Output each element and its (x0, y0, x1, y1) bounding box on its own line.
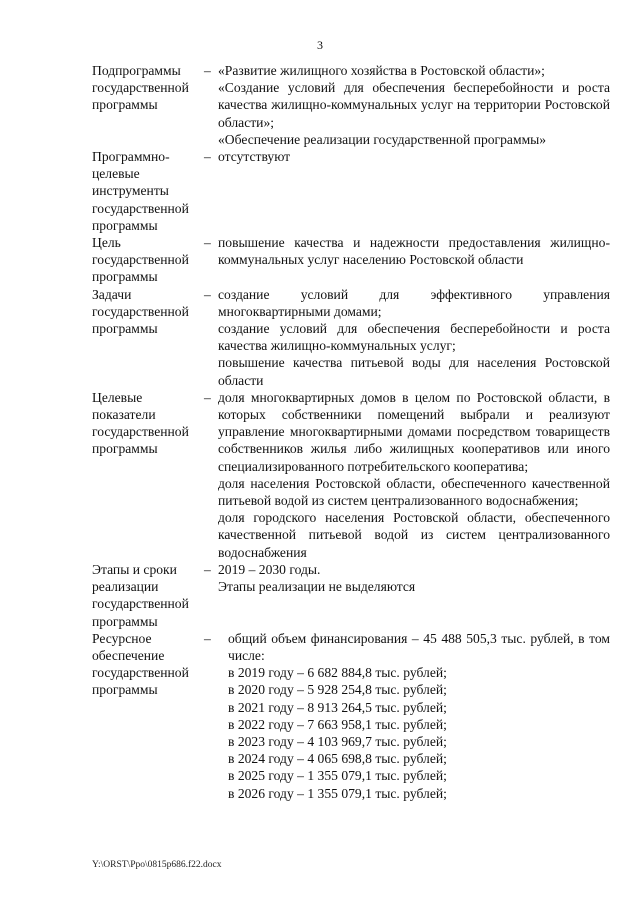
funding-year-line: в 2026 году – 1 355 079,1 тыс. рублей; (228, 785, 447, 801)
row-label (92, 148, 204, 234)
funding-year-line: в 2020 году – 5 928 254,8 тыс. рублей; (228, 682, 447, 698)
row-label (92, 286, 204, 338)
passport-row-stages (92, 561, 610, 630)
funding-year-line: в 2023 году – 4 103 969,7 тыс. рублей; (228, 733, 447, 749)
label-line: показатели (92, 407, 156, 423)
label-line: государственной (92, 200, 189, 216)
label-line: государственной (92, 252, 189, 268)
row-label (92, 630, 204, 699)
row-dash: – (204, 630, 211, 646)
label-line: государственной (92, 596, 189, 612)
passport-row-instruments (92, 148, 610, 234)
content-paragraph: доля городского населения Ростовской области, обеспеченного качественной питьевой водой из систем централизованного водоснабжения (218, 510, 610, 560)
label-line: государственной (92, 424, 189, 440)
label-line: Ресурсное (92, 630, 152, 646)
label-line: программы (92, 269, 158, 285)
label-line: государственной (92, 665, 189, 681)
row-content (218, 62, 610, 148)
passport-row-tasks (92, 286, 610, 389)
row-label (92, 234, 204, 286)
row-label (92, 561, 204, 630)
label-line: целевые (92, 166, 140, 182)
content-paragraph: общий объем финансирования – 45 488 505,3 тыс. рублей, в том числе: (228, 630, 610, 663)
row-dash: – (204, 561, 211, 577)
row-label (92, 389, 204, 458)
label-line: реализации (92, 579, 159, 595)
content-paragraph: «Создание условий для обеспечения бесперебойности и роста качества жилищно-коммунальных услуг на территории Ростовской области»; (218, 80, 610, 130)
content-paragraph: доля населения Ростовской области, обеспеченного качественной питьевой водой из систем централизованного водоснабжения; (218, 475, 610, 509)
content-paragraph: «Развитие жилищного хозяйства в Ростовской области»; (218, 63, 545, 78)
row-content (218, 148, 610, 165)
funding-year-line: в 2021 году – 8 913 264,5 тыс. рублей; (228, 699, 447, 715)
label-line: государственной (92, 303, 189, 319)
row-dash: – (204, 235, 211, 251)
passport-row-funding (92, 630, 610, 802)
funding-year-line: в 2019 году – 6 682 884,8 тыс. рублей; (228, 665, 447, 681)
row-label (92, 62, 204, 114)
content-paragraph: доля многоквартирных домов в целом по Ростовской области, в которых собственники помещений выбрали и реализуют управление многоквартирными домами посредством товариществ собственников жилья либо жилищных кооперативов или иного специализированного потребительского кооператива; (218, 389, 610, 474)
row-content (218, 561, 610, 595)
label-line: программы (92, 97, 158, 113)
page-number: 3 (317, 38, 323, 52)
content-paragraph: повышение качества питьевой воды для населения Ростовской области (218, 355, 610, 388)
content-paragraph: повышение качества и надежности предоставления жилищно-коммунальных услуг населению Ростовской области (218, 235, 610, 268)
row-dash: – (204, 149, 211, 165)
label-line: программы (92, 682, 158, 698)
content-paragraph: «Обеспечение реализации государственной программы» (218, 131, 547, 147)
file-path-footer: Y:\ORST\Ppo\0815p686.f22.docx (92, 860, 222, 870)
content-paragraph: Этапы реализации не выделяются (218, 579, 416, 595)
label-line: Подпрограммы (92, 63, 181, 78)
label-line: Этапы и сроки (92, 561, 177, 577)
funding-year-line: в 2022 году – 7 663 958,1 тыс. рублей; (228, 716, 447, 732)
content-paragraph: создание условий для обеспечения бесперебойности и роста качества жилищно-коммунальных услуг; (218, 321, 610, 354)
content-paragraph: отсутствуют (218, 149, 291, 165)
passport-row-subprograms (92, 62, 610, 148)
row-dash: – (204, 63, 211, 78)
row-content (218, 234, 610, 268)
row-content (218, 630, 610, 802)
row-content (218, 286, 610, 389)
label-line: обеспечение (92, 647, 165, 663)
label-line: программы (92, 613, 158, 629)
passport-row-goal (92, 234, 610, 286)
funding-year-line: в 2024 году – 4 065 698,8 тыс. рублей; (228, 751, 447, 767)
program-passport (92, 62, 610, 802)
row-content (218, 389, 610, 561)
label-line: инструменты (92, 183, 169, 199)
label-line: программы (92, 321, 158, 337)
label-line: Программно- (92, 149, 170, 165)
content-paragraph: 2019 – 2030 годы. (218, 561, 321, 577)
label-line: программы (92, 441, 158, 457)
label-line: программы (92, 217, 158, 233)
row-dash: – (204, 389, 211, 405)
label-line: Цель (92, 235, 121, 251)
label-line: Целевые (92, 389, 143, 405)
passport-row-indicators (92, 389, 610, 561)
content-paragraph: создание условий для эффективного управления многоквартирными домами; (218, 286, 610, 319)
label-line: Задачи (92, 286, 132, 302)
label-line: государственной (92, 80, 189, 96)
row-dash: – (204, 286, 211, 302)
funding-year-line: в 2025 году – 1 355 079,1 тыс. рублей; (228, 768, 447, 784)
